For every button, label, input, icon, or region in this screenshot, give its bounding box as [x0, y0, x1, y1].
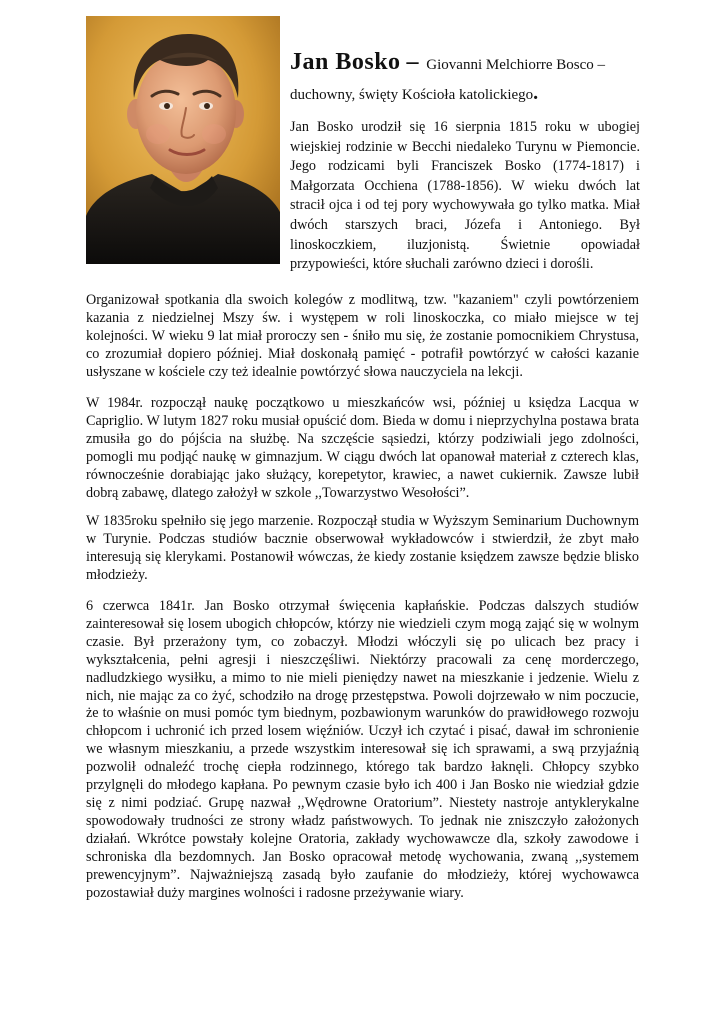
paragraph-childhood: Organizował spotkania dla swoich kolegów z modlitwą, tzw. "kazaniem" czyli powtórzeniem kazania z niedzielnej Mszy św. i występem w roli linoskoczka, co miało miejsce w tej kolejności. W wieku 9 lat miał proroczy sen - śniło mu się, że zostanie pomocnikiem Chrystusa, co zrozumiał dopiero później. Miał doskonałą pamięć - potrafił powtórzyć w całości kazanie usłyszane w kościele czy też idealnie powtórzyć słowa nauczyciela na lekcji. — [86, 292, 639, 380]
paragraph-education: W 1984r. rozpoczął naukę początkowo u mieszkańców wsi, później u księdza Lacqua w Capriglio. W lutym 1827 roku musiał opuścić dom. Bieda w domu i nieprzychylna postawa brata zmusiła go do pójścia na służbę. Na szczęście sąsiedzi, którzy podziwiali jego zdolności, pomogli mu podjąć naukę w gimnazjum. W ciągu dwóch lat opanował materiał z czterech klas, równocześnie dorabiając jako służący, korepetytor, krawiec, a nawet cukiernik. Zawsze lubił dobrą zabawę, dlatego założył w szkole ,,Towarzystwo Wesołości”. — [86, 395, 639, 501]
title-full-name: Giovanni Melchiorre Bosco – — [426, 57, 606, 73]
paragraph-priesthood: 6 czerwca 1841r. Jan Bosko otrzymał święcenia kapłańskie. Podczas dalszych studiów zainteresował się losem ubogich chłopców, którzy nie wiedzieli czym mogą zająć się w wolnym czasie. Był przerażony tym, co zobaczył. Młodzi włóczyli się po ulicach bez pracy i wykształcenia, pełni agresji i nieszczęśliwi. Niektórzy pracowali za cenę morderczego, nadludzkiego wysiłku, a mimo to nie mieli pieniędzy nawet na mieszkanie i jedzenie. Wielu z nich, nie mając za co żyć, schodziło na drogę przestępstwa. Powoli dojrzewało w nim poczucie, że to właśnie on musi pomóc tym biednym, pozbawionym warunków do prawidłowego rozwoju chłopcom i uchronić ich przed losem więźniów. Uczył ich czytać i pisać, dawał im schronienie we własnym mieszkaniu, a przede wszystkim interesował się ich sprawami, a swą przyjaźnią pozwolił odnaleźć trochę ciepła rodzinnego, którego tak bardzo łaknęli. Chłopcy szybko przylgnęli do młodego kapłana. Po pewnym czasie było ich 400 i Jan Bosko nie wiedział gdzie się z nimi podziać. Grupę nazwał ,,Wędrowne Oratorium”. Niestety nastroje antyklerykalne spowodowały trudności ze strony władz państwowych. To jednak nie zniszczyło założonych działań. Wkrótce powstały kolejne Oratoria, zakłady wychowawcze dla, szkoły zawodowe i schroniska dla bezdomnych. Jan Bosko opracował metodę wychowania, zwaną ,,systemem prewencyjnym”. Najważniejszą zasadą było zaufanie do młodzieży, której wychowawca pozostawiał duży margines wolności i radosne przeżywanie wiary. — [86, 598, 639, 901]
title-name: Jan Bosko — [290, 49, 401, 75]
title-block — [290, 48, 640, 109]
title-dash: – — [406, 49, 419, 75]
intro-paragraph: Jan Bosko urodził się 16 sierpnia 1815 roku w ubogiej wiejskiej rodzinie w Becchi niedaleko Turynu w Piemoncie. Jego rodzicami byli Franciszek Bosko (1774-1817) i Małgorzata Occhiena (1788-1856). W wieku dwóch lat stracił ojca i od tej pory wychowywała go tylko matka. Miał dwóch starszych braci, Józefa i Antoniego. Był linoskoczkiem, iluzjonistą. Świetnie opowiadał przypowieści, które słuchali zarówno dzieci i dorośli. — [290, 119, 640, 273]
subtitle-line — [290, 79, 640, 109]
title-line — [290, 48, 640, 79]
subtitle-period: . — [533, 82, 539, 104]
subtitle: duchowny, święty Kościoła katolickiego — [290, 87, 534, 103]
portrait-image — [86, 16, 280, 264]
paragraph-seminary: W 1835roku spełniło się jego marzenie. Rozpoczął studia w Wyższym Seminarium Duchownym w Turynie. Podczas studiów bacznie obserwował wykładowców i stwierdził, że zbyt mało interesują się klerykami. Postanowił wówczas, że kiedy zostanie księdzem zawsze będzie blisko młodzieży. — [86, 513, 639, 583]
